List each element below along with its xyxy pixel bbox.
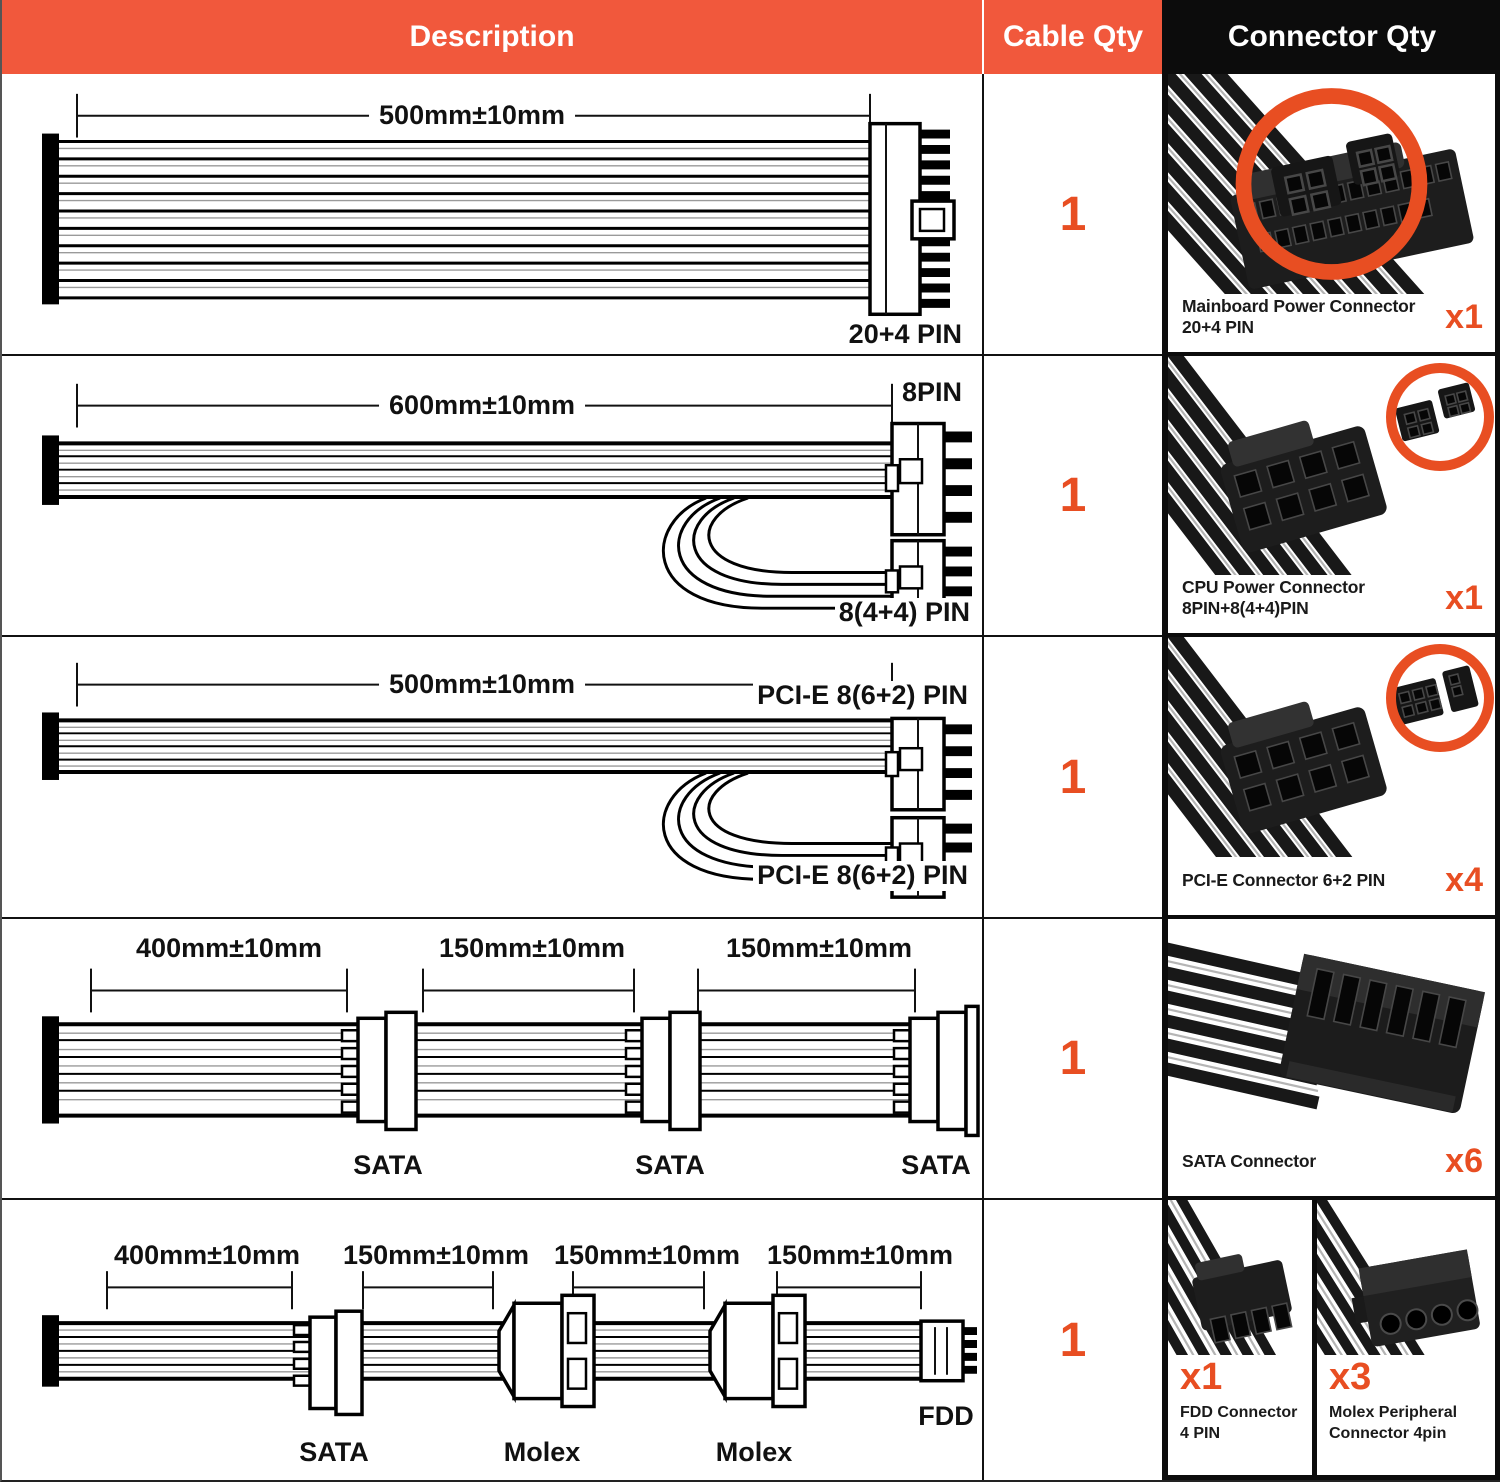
fdd-connector-render bbox=[1168, 1200, 1312, 1355]
connector-part-label: SATA bbox=[349, 1151, 427, 1181]
dimension-label: 150mm±10mm bbox=[544, 1241, 750, 1271]
pcie-connector-photo bbox=[1168, 637, 1495, 857]
cable-qty-value: 1 bbox=[1059, 1313, 1087, 1367]
connector-part-label: 8PIN bbox=[898, 378, 966, 408]
connector-part-label: FDD bbox=[914, 1402, 978, 1432]
fdd-connector-photo bbox=[1168, 1200, 1312, 1355]
header-cable-qty bbox=[982, 0, 1162, 74]
cpu-connector-photo bbox=[1168, 356, 1495, 575]
molex-connector-render bbox=[1317, 1200, 1495, 1355]
row-atx-connector-cell bbox=[1162, 74, 1500, 356]
header-description bbox=[2, 0, 982, 74]
connector-name: CPU Power Connector 8PIN+8(4+4)PIN bbox=[1182, 577, 1365, 618]
row-cpu-cable-qty bbox=[984, 356, 1162, 637]
header-connector-qty-label: Connector Qty bbox=[1227, 20, 1437, 53]
row-peripheral-connector-cell bbox=[1162, 1200, 1500, 1482]
connector-part-label: SATA bbox=[897, 1151, 975, 1181]
connector-qty-badge: x4 bbox=[1445, 860, 1483, 899]
dimension-label: 400mm±10mm bbox=[126, 934, 332, 964]
connector-part-label: SATA bbox=[631, 1151, 709, 1181]
connector-qty-badge: x6 bbox=[1445, 1141, 1483, 1180]
dimension-label: 150mm±10mm bbox=[716, 934, 922, 964]
dimension-label: 150mm±10mm bbox=[333, 1241, 539, 1271]
row-peripheral-cable-qty bbox=[984, 1200, 1162, 1482]
connector-name bbox=[1317, 1401, 1495, 1445]
connector-qty-badge: x3 bbox=[1329, 1356, 1372, 1398]
dimension-label: 500mm±10mm bbox=[369, 101, 575, 131]
connector-part-label: PCI-E 8(6+2) PIN bbox=[753, 861, 972, 891]
connector-caption bbox=[1168, 857, 1495, 915]
cable-qty-value: 1 bbox=[1059, 750, 1087, 804]
dimension-label: 600mm±10mm bbox=[379, 391, 585, 421]
cpu-connector-render bbox=[1168, 356, 1495, 575]
pcie-connector-render bbox=[1168, 637, 1495, 857]
dimension-label: 500mm±10mm bbox=[379, 670, 585, 700]
connector-part-label: 8(4+4) PIN bbox=[835, 598, 974, 628]
connector-part-label: 20+4 PIN bbox=[845, 320, 966, 350]
dimension-label: 400mm±10mm bbox=[104, 1241, 310, 1271]
row-cpu-connector-cell bbox=[1162, 356, 1500, 637]
connector-caption bbox=[1168, 575, 1495, 633]
row-pcie-connector-cell bbox=[1162, 637, 1500, 919]
cable-qty-value: 1 bbox=[1059, 469, 1087, 522]
connector-name-line1: FDD Connector bbox=[1180, 1403, 1298, 1421]
connector-part-label: PCI-E 8(6+2) PIN bbox=[753, 681, 972, 711]
dimension-label: 150mm±10mm bbox=[429, 934, 635, 964]
row-atx-cable-qty bbox=[984, 74, 1162, 356]
row-sata-connector-cell bbox=[1162, 919, 1500, 1200]
highlight-ring bbox=[1168, 74, 1495, 294]
connector-name-line1: Molex Peripheral bbox=[1329, 1403, 1458, 1421]
connector-qty-badge: x1 bbox=[1445, 297, 1483, 336]
connector-caption bbox=[1168, 1138, 1495, 1196]
row-sata-description bbox=[2, 919, 984, 1200]
dimension-label: 150mm±10mm bbox=[757, 1241, 963, 1271]
header-cable-qty-label: Cable Qty bbox=[1002, 20, 1144, 53]
connector-qty-badge: x1 bbox=[1180, 1356, 1223, 1398]
sata-connector-render bbox=[1168, 919, 1495, 1138]
connector-name-line2: 4 PIN bbox=[1180, 1424, 1221, 1442]
connector-caption bbox=[1168, 294, 1495, 352]
connector-name-line2: Connector 4pin bbox=[1329, 1424, 1447, 1442]
connector-name: SATA Connector bbox=[1182, 1150, 1316, 1171]
connector-qty-badge: x1 bbox=[1445, 578, 1483, 617]
row-cpu-description bbox=[2, 356, 984, 637]
row-sata-cable-qty bbox=[984, 919, 1162, 1200]
connector-part-label: SATA bbox=[295, 1438, 373, 1468]
header-connector-qty bbox=[1162, 0, 1500, 74]
connector-part-label: Molex bbox=[712, 1438, 797, 1468]
connector-part-label: Molex bbox=[500, 1438, 585, 1468]
row-atx-description bbox=[2, 74, 984, 356]
fdd-connector-subcell bbox=[1168, 1200, 1317, 1475]
cable-qty-value: 1 bbox=[1059, 1032, 1087, 1085]
header-description-label: Description bbox=[409, 20, 575, 53]
cable-qty-value: 1 bbox=[1059, 187, 1087, 241]
atx-connector-photo bbox=[1168, 74, 1495, 294]
row-peripheral-description bbox=[2, 1200, 984, 1482]
molex-connector-subcell bbox=[1317, 1200, 1495, 1475]
row-pcie-cable-qty bbox=[984, 637, 1162, 919]
connector-name: Mainboard Power Connector 20+4 PIN bbox=[1182, 296, 1416, 337]
sata-connector-photo bbox=[1168, 919, 1495, 1138]
connector-name: PCI-E Connector 6+2 PIN bbox=[1182, 869, 1386, 890]
molex-connector-photo bbox=[1317, 1200, 1495, 1355]
row-pcie-description bbox=[2, 637, 984, 919]
connector-name bbox=[1168, 1401, 1312, 1445]
